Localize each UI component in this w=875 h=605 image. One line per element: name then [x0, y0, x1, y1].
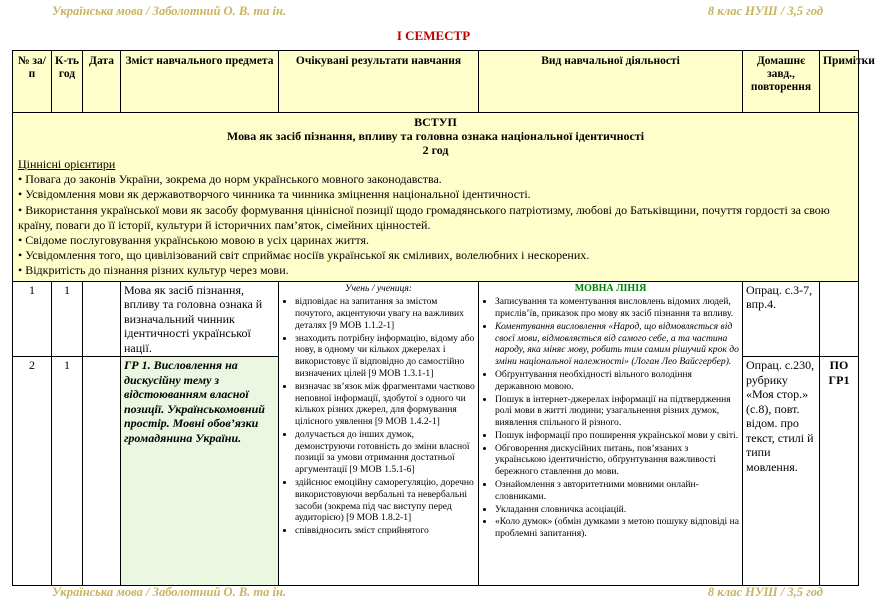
- row-hours: 1: [52, 357, 83, 586]
- col-header-num: № за/п: [13, 51, 52, 113]
- activity-item: • Записування та коментування висловлень відомих людей, прислів’їв, приказок про мову як засіб пізнання та впливу.: [495, 296, 740, 320]
- outcome-item: • відповідає на запитання за змістом почутого, акцентуючи увагу на важливих деталях [9 МОВ 1.1.2-1]: [295, 296, 476, 331]
- row-date: [83, 357, 121, 586]
- row-content: Мова як засіб пізнання, впливу та головна ознака й визначальний чинник ідентичності української нації.: [121, 281, 279, 357]
- activity-item: • «Коло думок» (обмін думками з метою пошуку відповіді на проблемні запитання).: [495, 516, 740, 540]
- intro-subheading: Мова як засіб пізнання, впливу та головна ознака національної ідентичності: [226, 129, 645, 143]
- language-line-label: МОВНА ЛІНІЯ: [574, 282, 647, 294]
- values-bullet: • Свідоме послуговування українською мовою в усіх царинах життя.: [18, 233, 369, 248]
- activity-item: • Пошук в інтернет-джерелах інформації на підтвердження ролі мови в житті людини; узагальнення різних думок, виявлення спільного й різного.: [495, 394, 740, 429]
- col-header-notes: Примітки: [820, 51, 859, 113]
- curriculum-table: [12, 50, 875, 586]
- outcomes-label: Учень / учениця:: [345, 282, 412, 294]
- row-hours: 1: [52, 281, 83, 357]
- row-homework: Опрац. с.3-7, впр.4.: [743, 281, 820, 357]
- values-bullet: • Усвідомлення того, що цивілізований світ сприймає носіїв української як сміливих, волелюбних і нескорених.: [18, 248, 590, 263]
- activity-item: • Пошук інформації про поширення української мови у світі.: [495, 430, 740, 442]
- col-header-date: Дата: [83, 51, 121, 113]
- page-header: [0, 4, 867, 22]
- page-footer: [0, 585, 867, 603]
- values-bullet: • Усвідомлення мови як державотворчого чинника та чинника зміцнення національної ідентичності.: [18, 187, 531, 202]
- activity-item: • Обґрунтування необхідності вільного володіння державною мовою.: [495, 369, 740, 393]
- row-num: 1: [13, 281, 52, 357]
- values-bullet: • Використання української мови як засобу формування ціннісної позиції щодо громадянського патріотизму, любові до Батьківщини, почуття гордості за свою країну, поваги до її історії, культури й історичних пам’яток, сімейних цінностей.: [18, 202, 830, 232]
- footer-left: Українська мова / Заболотний О. В. та ін.: [52, 585, 287, 599]
- outcome-item: • співвідносить зміст сприйнятого: [295, 525, 476, 537]
- row-num: 2: [13, 357, 52, 586]
- table-header-row: [13, 51, 859, 113]
- col-header-activities: Вид навчальної діяльності: [479, 51, 743, 113]
- values-bullet: • Повага до законів України, зокрема до норм українського мовного законодавства.: [18, 172, 442, 187]
- footer-right: 8 клас НУШ / 3,5 год: [707, 585, 823, 599]
- activity-item: • Ознайомлення з авторитетними мовними онлайн-словниками.: [495, 479, 740, 503]
- activity-item: • Укладання словничка асоціацій.: [495, 504, 740, 516]
- row-date: [83, 281, 121, 357]
- row-note: ПО ГР1: [820, 357, 859, 586]
- col-header-outcomes: Очікувані результати навчання: [279, 51, 479, 113]
- table-row: [13, 281, 859, 357]
- intro-hours: 2 год: [422, 143, 449, 157]
- values-bullet: • Відкритість до пізнання різних культур через мови.: [18, 263, 289, 278]
- intro-row: [13, 113, 859, 282]
- row-content-gr1: ГР 1. Висловлення на дискусійну тему з відстоюванням власної позиції. Українськомовний простір. Мовні обов’язки громадянина України.: [121, 357, 279, 586]
- activities-cell: [479, 281, 743, 586]
- row-homework: Опрац. с.230, рубрику «Моя стор.» (с.8), повт. відом. про текст, стилі й типи мовлення.: [743, 357, 820, 586]
- activities-list: [481, 296, 740, 540]
- outcomes-list: [281, 296, 476, 537]
- outcome-item: • здійснює емоційну саморегуляцію, доречно використовуючи вербальні та невербальні засоби (зокрема під час виступу перед аудиторією) [9 МОВ 1.8.2-1]: [295, 477, 476, 524]
- intro-heading: ВСТУП: [414, 115, 457, 129]
- values-title: Ціннісні орієнтири: [18, 157, 116, 171]
- outcome-item: • знаходить потрібну інформацію, відому або нову, в одному чи кількох джерелах і використовує її відповідно до самостійно визначених цілей [9 МОВ 1.3.1-1]: [295, 333, 476, 380]
- row-note: [820, 281, 859, 357]
- header-left: Українська мова / Заболотний О. В. та ін.: [52, 4, 287, 18]
- col-header-homework: Домашнє завд., повторення: [743, 51, 820, 113]
- header-right: 8 клас НУШ / 3,5 год: [707, 4, 823, 18]
- col-header-hours: К-ть год: [52, 51, 83, 113]
- outcome-item: • визначає зв’язок між фрагментами частково неповної інформації, здобутої з одного чи кількох різних джерел, для формування цілісного уявлення [9 МОВ 1.4.2-1]: [295, 381, 476, 428]
- col-header-content: Зміст навчального предмета: [121, 51, 279, 113]
- activity-item: • Обговорення дискусійних питань, пов’язаних з українською ідентичністю, обґрунтування важливості бережного ставлення до мови.: [495, 443, 740, 478]
- outcome-item: • долучається до інших думок, демонструючи готовність до зміни власної позиції за умови отримання достатньої аргументації [9 МОВ 1.5.1-6]: [295, 429, 476, 476]
- activity-item: • Коментування висловлення «Народ, що відмовляється від своєї мови, відмовляється від самого себе, а та частина народу, яка міняє мову, робить тим самим рішучий крок до зміни національної належності» (Логан Лео Вайсгербер).: [495, 321, 740, 368]
- outcomes-cell: [279, 281, 479, 586]
- semester-title: І СЕМЕСТР: [396, 28, 471, 43]
